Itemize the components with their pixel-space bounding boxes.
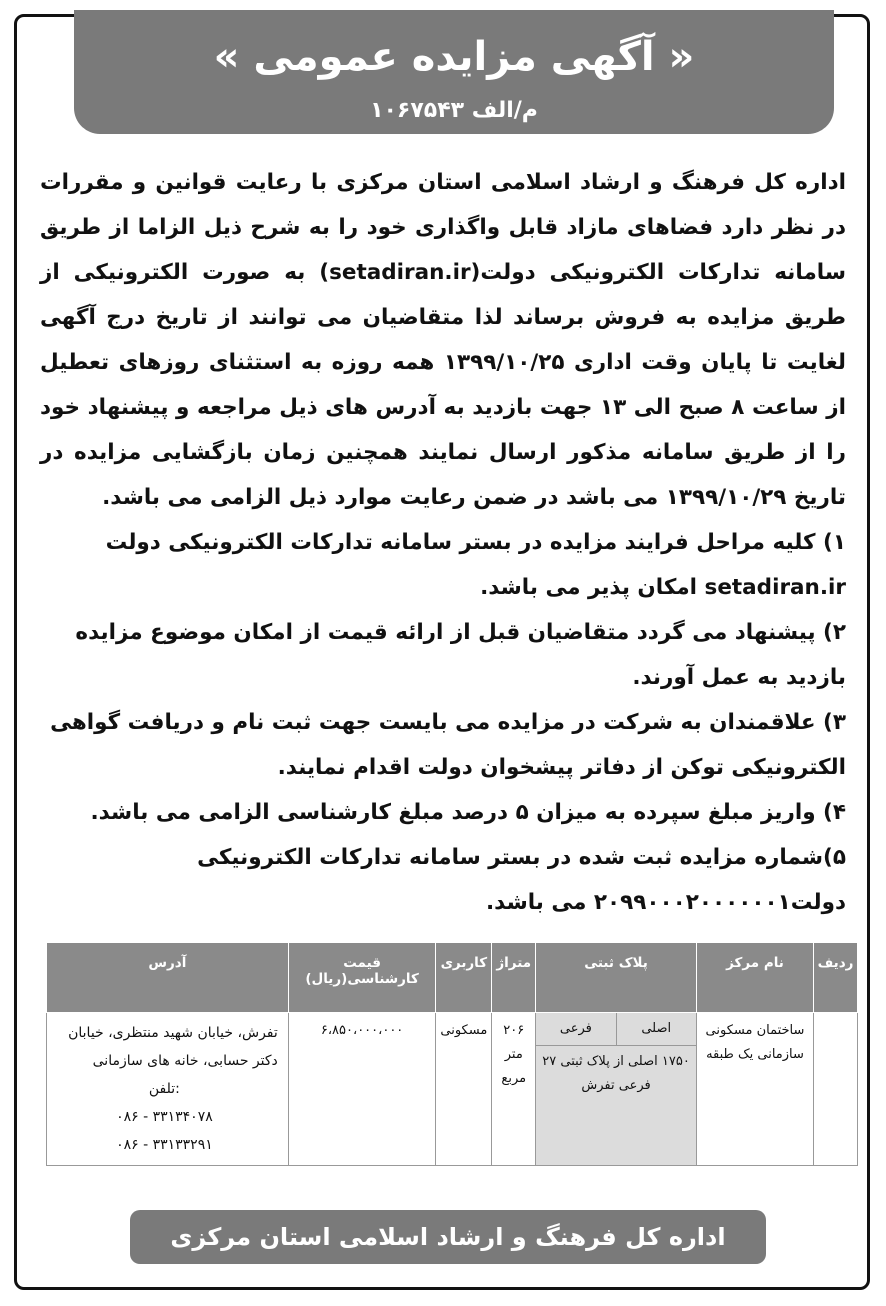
- condition-item-1: ۱) کلیه مراحل فرایند مزایده در بستر سامانه تدارکات الکترونیکی دولت setadiran.ir امکان پذیر می باشد.: [105, 530, 846, 600]
- header-usage: کاربری: [436, 943, 492, 1013]
- cell-center-name: ساختمان مسکونی سازمانی یک طبقه: [696, 1013, 813, 1166]
- footer-banner: اداره کل فرهنگ و ارشاد اسلامی استان مرکزی: [130, 1210, 766, 1264]
- table-header-row: [47, 943, 858, 1013]
- header-area: متراژ: [492, 943, 536, 1013]
- header-row-number: ردیف: [814, 943, 858, 1013]
- condition-item-4: ۴) واریز مبلغ سپرده به میزان ۵ درصد مبلغ کارشناسی الزامی می باشد.: [90, 800, 846, 825]
- phone-number-1: ۰۸۶ - ۳۳۱۳۴۰۷۸: [116, 1109, 213, 1125]
- header-banner: [74, 10, 834, 134]
- plak-description: ۱۷۵۰ اصلی از پلاک ثبتی ۲۷ فرعی تفرش: [542, 1054, 690, 1093]
- intro-paragraph: اداره کل فرهنگ و ارشاد اسلامی استان مرکزی با رعایت قوانین و مقررات در نظر دارد فضاهای مازاد قابل واگذاری خود را به شرح ذیل الزاما از طریق سامانه تدارکات الکترونیکی دولت(setadiran.ir) به صورت الکترونیکی از طریق مزایده به فروش برساند لذا متقاضیان می توانند از تاریخ درج آگهی لغایت تا پایان وقت اداری ۱۳۹۹/۱۰/۲۵ همه روزه به استثنای روزهای تعطیل از ساعت ۸ صبح الی ۱۳ جهت بازدید به آدرس های ذیل مراجعه و پیشنهاد خود را از طریق سامانه مذکور ارسال نمایند همچنین زمان بازگشایی مزایده در تاریخ ۱۳۹۹/۱۰/۲۹ می باشد در ضمن رعایت موارد ذیل الزامی می باشد.: [40, 170, 846, 510]
- header-center-name: نام مرکز: [696, 943, 813, 1013]
- table-row: [47, 1013, 858, 1166]
- cell-area: ۲۰۶ متر مربع: [492, 1013, 536, 1166]
- cell-address: [47, 1013, 289, 1166]
- cell-usage: مسکونی: [436, 1013, 492, 1166]
- notice-body: [40, 160, 846, 925]
- condition-item-2: ۲) پیشنهاد می گردد متقاضیان قبل از ارائه قیمت از امکان موضوع مزایده بازدید به عمل آورند.: [75, 620, 846, 690]
- header-plak: پلاک ثبتی: [536, 943, 697, 1013]
- cell-row-number: [814, 1013, 858, 1166]
- phone-number-2: ۰۸۶ - ۳۳۱۳۳۲۹۱: [116, 1137, 213, 1153]
- phone-label: تلفن:: [148, 1081, 180, 1097]
- plak-sub-label: فرعی: [559, 1021, 592, 1036]
- header-address: آدرس: [47, 943, 289, 1013]
- cell-price: ۶،۸۵۰،۰۰۰،۰۰۰: [288, 1013, 436, 1166]
- condition-item-5: ۵)شماره مزایده ثبت شده در بستر سامانه تدارکات الکترونیکی دولت۲۰۹۹۰۰۰۲۰۰۰۰۰۰۱ می باشد.: [197, 845, 846, 915]
- notice-number: م/الف ۱۰۶۷۵۴۳: [370, 98, 538, 123]
- address-text: تفرش، خیابان شهید منتظری، خیابان دکتر حسابی، خانه های سازمانی: [68, 1025, 278, 1069]
- header-price: قیمت کارشناسی(ریال): [288, 943, 436, 1013]
- cell-plak: [536, 1013, 697, 1166]
- plak-main-label: اصلی: [616, 1013, 696, 1045]
- condition-item-3: ۳) علاقمندان به شرکت در مزایده می بایست جهت ثبت نام و دریافت گواهی الکترونیکی توکن از دفاتر پیشخوان دولت اقدام نمایند.: [50, 710, 846, 780]
- notice-title: « آگهی مزایده عمومی »: [213, 34, 695, 80]
- property-table: [46, 942, 858, 1160]
